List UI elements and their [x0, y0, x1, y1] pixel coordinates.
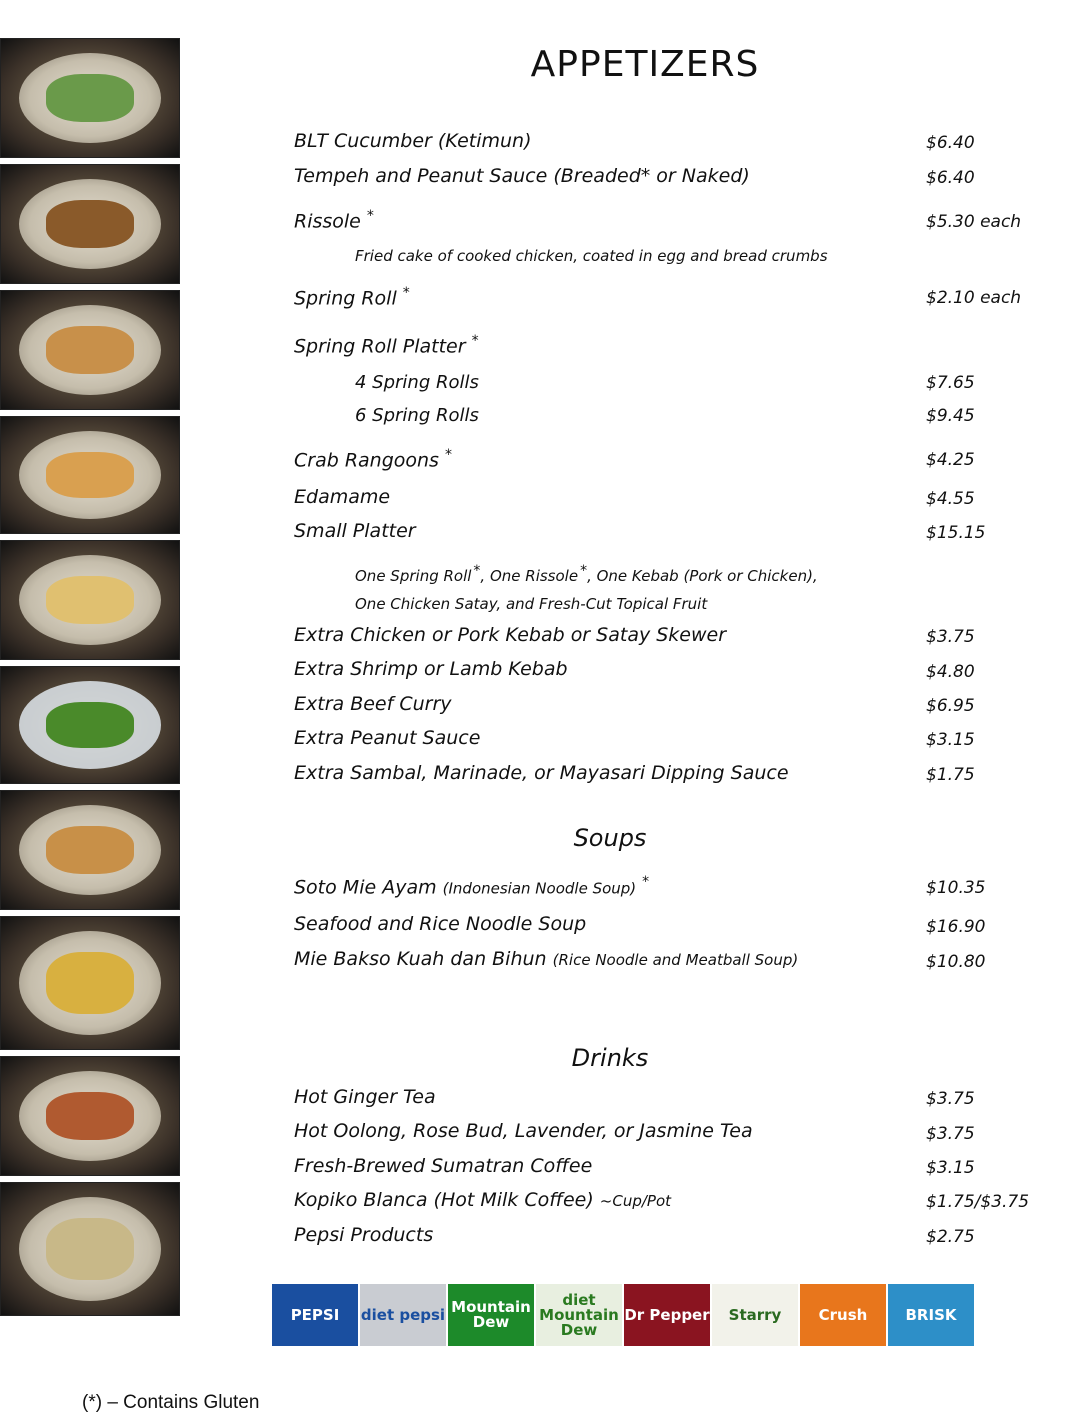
price-oolong-tea: $3.75 — [926, 1124, 975, 1144]
price-extra-kebab: $3.75 — [926, 627, 975, 647]
menu-item-extra-kebab: Extra Chicken or Pork Kebab or Satay Skewer — [294, 624, 727, 646]
menu-item-pepsi-products: Pepsi Products — [294, 1224, 434, 1246]
pepsi-logo: PEPSI — [272, 1284, 358, 1346]
menu-item-tempeh: Tempeh and Peanut Sauce (Breaded* or Naked) — [294, 165, 750, 187]
price-extra-peanut-sauce: $3.15 — [926, 730, 975, 750]
platter-option-6: 6 Spring Rolls — [355, 405, 479, 426]
food-photo-noodle-soup — [0, 916, 180, 1050]
menu-item-mie-bakso: Mie Bakso Kuah dan Bihun (Rice Noodle and Meatball Soup) — [294, 948, 799, 970]
menu-item-extra-beef-curry: Extra Beef Curry — [294, 693, 452, 715]
menu-item-seafood-soup: Seafood and Rice Noodle Soup — [294, 913, 587, 935]
menu-item-soto-mie-ayam: Soto Mie Ayam (Indonesian Noodle Soup) * — [294, 874, 650, 899]
diet-pepsi-logo: diet pepsi — [360, 1284, 446, 1346]
platter-option-4: 4 Spring Rolls — [355, 372, 479, 393]
food-photo-crab-rangoon — [0, 540, 180, 660]
price-pepsi-products: $2.75 — [926, 1227, 975, 1247]
menu-item-sumatran-coffee: Fresh-Brewed Sumatran Coffee — [294, 1155, 593, 1177]
menu-item-kopiko-blanca: Kopiko Blanca (Hot Milk Coffee) ~Cup/Pot — [294, 1189, 672, 1211]
price-extra-sambal: $1.75 — [926, 765, 975, 785]
food-photo-edamame — [0, 666, 180, 784]
brisk-logo: BRISK — [888, 1284, 974, 1346]
mountain-dew-logo: Mountain Dew — [448, 1284, 534, 1346]
price-kopiko-blanca: $1.75/$3.75 — [926, 1192, 1030, 1212]
menu-item-rissole: Rissole * — [294, 208, 374, 233]
menu-item-spring-roll: Spring Roll * — [294, 285, 410, 310]
menu-item-extra-shrimp: Extra Shrimp or Lamb Kebab — [294, 658, 568, 680]
food-photo-tempeh — [0, 164, 180, 284]
menu-item-oolong-tea: Hot Oolong, Rose Bud, Lavender, or Jasmine Tea — [294, 1120, 753, 1142]
price-ginger-tea: $3.75 — [926, 1089, 975, 1109]
price-spring-roll: $2.10 each — [926, 288, 1022, 308]
section-title-soups: Soups — [573, 824, 647, 852]
starry-logo: Starry — [712, 1284, 798, 1346]
brand-logo-row — [272, 1284, 974, 1346]
price-extra-shrimp: $4.80 — [926, 662, 975, 682]
price-platter-6: $9.45 — [926, 406, 975, 426]
section-title-drinks: Drinks — [571, 1044, 649, 1072]
price-mie-bakso: $10.80 — [926, 952, 986, 972]
price-extra-beef-curry: $6.95 — [926, 696, 975, 716]
price-tempeh: $6.40 — [926, 168, 975, 188]
menu-item-spring-roll-platter: Spring Roll Platter * — [294, 333, 479, 358]
food-photo-meatball-soup — [0, 1182, 180, 1316]
menu-item-extra-peanut-sauce: Extra Peanut Sauce — [294, 727, 481, 749]
price-small-platter: $15.15 — [926, 523, 986, 543]
small-platter-description-1: One Spring Roll *, One Rissole *, One Kebab (Pork or Chicken), — [355, 563, 818, 585]
price-soto-mie-ayam: $10.35 — [926, 878, 986, 898]
crush-logo: Crush — [800, 1284, 886, 1346]
price-rissole: $5.30 each — [926, 212, 1022, 232]
menu-item-extra-sambal: Extra Sambal, Marinade, or Mayasari Dipping Sauce — [294, 762, 789, 784]
price-edamame: $4.55 — [926, 489, 975, 509]
rissole-description: Fried cake of cooked chicken, coated in egg and bread crumbs — [355, 247, 828, 265]
menu-item-edamame: Edamame — [294, 486, 391, 508]
food-photo-seafood-soup — [0, 1056, 180, 1176]
small-platter-description-2: One Chicken Satay, and Fresh-Cut Topical Fruit — [355, 595, 708, 613]
dr-pepper-logo: Dr Pepper — [624, 1284, 710, 1346]
menu-item-ginger-tea: Hot Ginger Tea — [294, 1086, 436, 1108]
page-title: APPETIZERS — [530, 44, 760, 86]
gluten-footnote: (*) – Contains Gluten — [82, 1392, 260, 1413]
menu-item-small-platter: Small Platter — [294, 520, 416, 542]
menu-item-blt-cucumber: BLT Cucumber (Ketimun) — [294, 130, 532, 152]
price-sumatran-coffee: $3.15 — [926, 1158, 975, 1178]
price-platter-4: $7.65 — [926, 373, 975, 393]
price-crab-rangoons: $4.25 — [926, 450, 975, 470]
price-seafood-soup: $16.90 — [926, 917, 986, 937]
menu-item-crab-rangoons: Crab Rangoons * — [294, 447, 452, 472]
food-photo-spring-roll — [0, 416, 180, 534]
diet-mountain-dew-logo: diet Mountain Dew — [536, 1284, 622, 1346]
price-blt-cucumber: $6.40 — [926, 133, 975, 153]
food-photo-rissole — [0, 290, 180, 410]
